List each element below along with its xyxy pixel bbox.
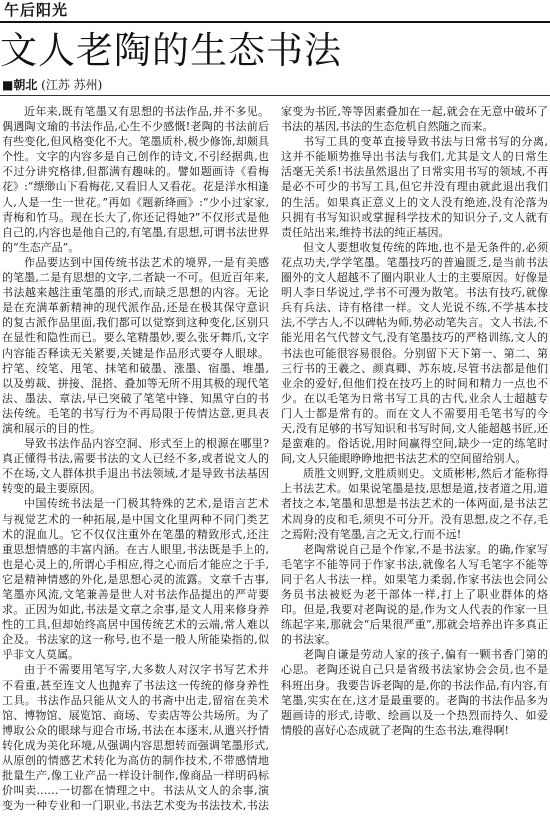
paragraph: 近年来,既有笔墨又有思想的书法作品,并不多见。偶遇陶文瑜的书法作品,心生不少感慨!老陶的书法前后有些变化,但风格变化不大。笔墨质朴,极少修饰,却颇具个性。文字的内容多是自己创作的诗文,不引经据典,也不过分讲究格律,但都满有趣味的。譬如题画诗《看梅花》:“缥缈山下看梅花,又看旧人又看花。花是洋水相逢人,人是一生一世花。”再如《题新绛画》:“少小过家家,青梅和竹马。现在长大了,你还记得她?”不仅形式是他自己的,内容也是他自己的,有笔墨,有思想,可谓书法世界的“生态产品”。 — [2, 105, 269, 254]
paragraph: 由于不需要用笔写字,大多数人对汉字书写艺术并不看重,甚至连文人也抛弃了书法这一传统的修身养性工具。书法作品只能从文人的书斋中出走,留宿在美术馆、博物馆、展览馆、商场、专卖店等公共场所。为了博取公众的眼球与迎合市场,书法在本逐末,从遣兴抒情转化成为美化环境,从强调内容思想转而强调笔墨形式,从原创的情感艺术转化为高仿的制作技术,不带感情地批量生产,像工业产品一样设计制作,像商品一样明码标价叫卖……一切都在情理之中。书法从文人的余事,演变为一种专业和一门职业,书法艺术变为书法技术,书法家变为书匠,等等因素叠加在一起,就会在无意中破坏了书法的基因,书法的生态危机自然随之而来。 — [2, 105, 548, 813]
header-rule — [0, 21, 550, 23]
article-body — [2, 104, 548, 820]
paragraph: 作品要达到中国传统书法艺术的境界,一是有美感的笔墨,二是有思想的文字,二者缺一不可。但近百年来,书法越来越注重笔墨的形式,而缺乏思想的内容。无论是在充满革新精神的现代派作品,还是在极其保守意识的复古派作品里面,我们都可以觉察到这种变化,区别只在显性和隐性而已。要么笔精墨妙,要么张牙舞爪,文字内容能否释读无关紧要,关键是作品形式要夺人眼球。拧笔、绞笔、甩笔、抹笔和破墨、涨墨、宿墨、堆墨,以及剪裁、拼接、混搭、叠加等无所不用其极的现代笔法、墨法、章法,早已突破了笔笔中锋、知黑守白的书法传统。毛笔的书写行为不再局限于传情达意,更具表演和展示的目的性。 — [2, 255, 269, 435]
paragraph: 中国传统书法是一门极其特殊的艺术,是语言艺术与视觉艺术的一种拓展,是中国文化里两种不同门类艺术的混血儿。它不仅仅注重外在笔墨的精致形式,还注重思想情感的丰富内涵。在古人眼里,书法既是手上的,也是心灵上的,所谓心手相应,得之心而后才能应之于手,它是精神情感的外化,是思想心灵的流露。文章千古事,笔墨亦风流,文笔兼善是世人对书法作品提出的严苛要求。正因为如此,书法是文章之余事,是文人用来修身养性的工具,但却始终高居中国传统艺术的云端,常人难以企及。书法家的这一称号,也不是一般人所能染指的,似乎非文人莫属。 — [2, 497, 269, 662]
paragraph: 老陶自谦是劳动人家的孩子,偏有一颗书香门第的心思。老陶还说自己只是省级书法家协会会员,也不是科班出身。我要告诉老陶的是,你的书法作品,有内容,有笔墨,实实在在,这才是最重要的。老陶的书法作品多为题画诗的形式,诗歌、绘画以及一个热烈而持久、如爱情般的喜好心态成就了老陶的生态书法,难得啊! — [281, 648, 548, 737]
paragraph: 质胜文则野,文胜质则史。文质彬彬,然后才能称得上书法艺术。如果说笔墨是技,思想是道,技者道之用,道者技之本,笔墨和思想是书法艺术的一体两面,是书法艺术周身的皮和毛,须臾不可分开。没有思想,皮之不存,毛之焉附;没有笔墨,言之无文,行而不远! — [281, 467, 548, 541]
paragraph: 导致书法作品内容空洞、形式至上的根源在哪里?真正懂得书法,需要书法的文人已经不多,或者说文人的不在场,文人群体拱手退出书法领域,才是导致书法基因转变的最主要原因。 — [2, 437, 269, 496]
byline — [2, 76, 302, 94]
byline-location: (江苏 苏州) — [41, 78, 103, 92]
byline-rule — [0, 95, 550, 96]
headline: 文人老陶的生态书法 — [0, 29, 342, 72]
column-header: 午后阳光 — [4, 1, 69, 19]
byline-author: ■朝北 — [2, 78, 38, 92]
paragraph: 老陶常说自己是个作家,不是书法家。的确,作家写毛笔字不能等同于作家书法,就像名人写毛笔字不能等同于名人书法一样。如果笔力柔弱,作家书法也会同公务员书法被贬为老干部体一样,打上了职业群体的烙印。但是,我要对老陶说的是,作为文人代表的作家一旦练起字来,那就会“后果很严重”,那就会培养出许多真正的书法家。 — [281, 542, 548, 647]
paragraph: 但文人要想收复传统的阵地,也不是无条件的,必须花点功夫,学学笔墨。笔墨技巧的普遍匮乏,是当前书法圈外的文人超越不了圈内职业人士的主要原因。好像是明人李日华说过,学书不可漫为散笔。书法有技巧,就像兵有兵法、诗有格律一样。文人光说不练,不学基本技法,不学古人,不以碑帖为师,势必动笔失言。文人书法,不能光用名气代替文气,没有笔墨技巧的严格训练,文人的书法也可能很容易很俗。分别留下天下第一、第二、第三行书的王羲之、颜真卿、苏东坡,尽管书法都是他们业余的爱好,但他们投在技巧上的时间和精力一点也不少。在以毛笔为日常书写工具的古代,业余人士超越专门人士都是常有的。而在文人不需要用毛笔书写的今天,没有足够的书写知识和书写时间,文人能超越书匠,还是蛮难的。俗话说,用时间赢得空间,缺少一定的练笔时间,文人只能眼睁睁地把书法艺术的空间留给别人。 — [281, 240, 548, 466]
paragraph: 书写工具的变革直接导致书法与日常书写的分离,这并不能顺势推导出书法与我们,尤其是文人的日常生活毫无关系!书法虽然退出了日常实用书写的领域,不再是必不可少的书写工具,但它并没有理由就此退出我们的生活。如果真正意义上的文人没有绝迹,没有沦落为只拥有书写知识或掌握科学技术的知识分子,文人就有责任站出来,维持书法的纯正基因。 — [281, 135, 548, 239]
